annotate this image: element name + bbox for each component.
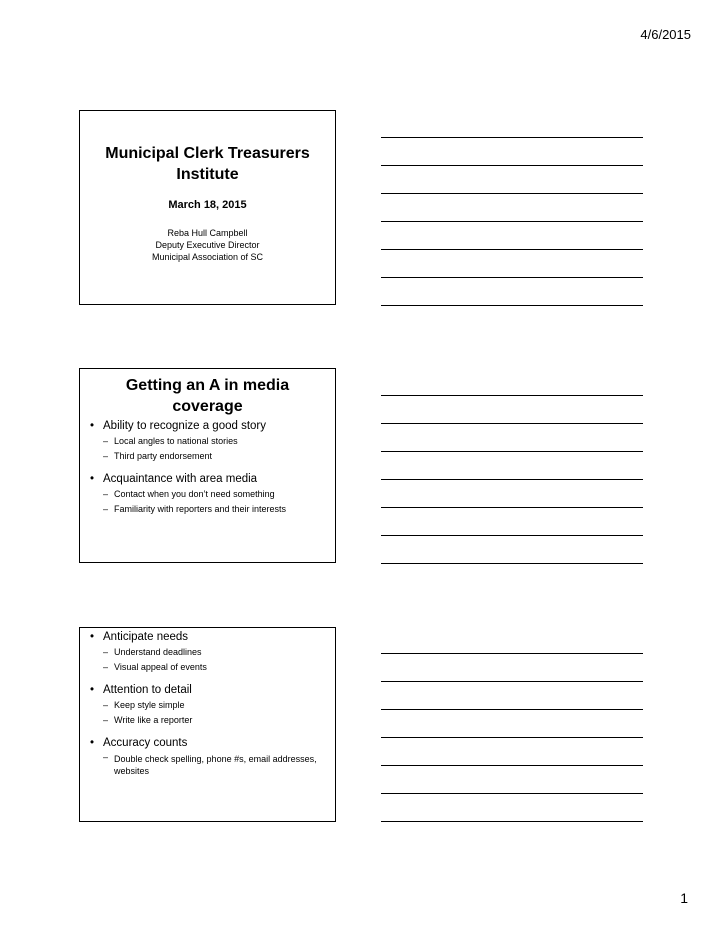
note-line	[381, 193, 643, 194]
spacer	[90, 675, 329, 683]
slide-1-title	[80, 143, 335, 185]
slide-2-bullets	[90, 419, 329, 517]
note-line	[381, 395, 643, 396]
sub-item-text: Contact when you don’t need something	[114, 489, 275, 499]
sub-item-text: Keep style simple	[114, 700, 185, 710]
presenter-org: Municipal Association of SC	[151, 252, 264, 262]
slide-3-bullets	[90, 630, 329, 777]
note-line	[381, 681, 643, 682]
note-line	[381, 765, 643, 766]
bullet-item: • Anticipate needs	[90, 630, 329, 645]
bullet-item: • Attention to detail	[90, 683, 329, 698]
note-line	[381, 423, 643, 424]
sub-item: – Understand deadlines	[103, 647, 202, 657]
sub-item: – Third party endorsement	[103, 451, 213, 461]
note-line	[381, 737, 643, 738]
note-line	[381, 653, 643, 654]
sub-item-text: Write like a reporter	[114, 715, 193, 725]
sub-list	[90, 645, 329, 675]
sub-item-text: Understand deadlines	[114, 647, 202, 657]
print-date: 4/6/2015	[640, 27, 691, 42]
note-line	[381, 165, 643, 166]
presenter-info	[80, 227, 335, 263]
note-line	[381, 507, 643, 508]
sub-item-text: Double check spelling, phone #s, email addresses, websites	[114, 754, 317, 776]
note-line	[381, 563, 643, 564]
presenter-name: Reba Hull Campbell	[167, 228, 248, 238]
slide-1-title-line-1: Municipal Clerk Treasurers	[105, 145, 310, 162]
slide-1-title-line-2: Institute	[176, 166, 239, 183]
sub-item-text: Local angles to national stories	[114, 436, 238, 446]
sub-item: – Familiarity with reporters and their interests	[103, 504, 287, 514]
sub-item-text: Third party endorsement	[114, 451, 213, 461]
slide-2-title-line-2: coverage	[172, 398, 243, 415]
sub-item: – Double check spelling, phone #s, email addresses, websites	[103, 752, 317, 776]
slide-2-title-line-1: Getting an A in media	[125, 377, 290, 394]
sub-item: – Local angles to national stories	[103, 436, 238, 446]
presenter-title: Deputy Executive Director	[155, 240, 260, 250]
sub-list	[90, 751, 329, 777]
spacer	[90, 728, 329, 736]
note-line	[381, 793, 643, 794]
note-line	[381, 821, 643, 822]
bullet-item: • Acquaintance with area media	[90, 472, 329, 487]
note-line	[381, 451, 643, 452]
bullet-item: • Ability to recognize a good story	[90, 419, 329, 434]
sub-item: – Keep style simple	[103, 700, 185, 710]
note-line	[381, 221, 643, 222]
note-line	[381, 479, 643, 480]
slide-1	[79, 110, 336, 305]
note-line	[381, 249, 643, 250]
note-line	[381, 535, 643, 536]
sub-item: – Contact when you don’t need something	[103, 489, 275, 499]
sub-list	[90, 698, 329, 728]
slide-2	[79, 368, 336, 563]
slide-1-date: March 18, 2015	[168, 199, 247, 211]
sub-item: – Visual appeal of events	[103, 662, 207, 672]
sub-list	[90, 434, 329, 464]
bullet-item: • Accuracy counts	[90, 736, 329, 751]
note-line	[381, 305, 643, 306]
spacer	[90, 464, 329, 472]
slide-3	[79, 627, 336, 822]
note-line	[381, 137, 643, 138]
slide-2-title	[80, 375, 335, 417]
sub-item-text: Familiarity with reporters and their interests	[114, 504, 287, 514]
sub-item-text: Visual appeal of events	[114, 662, 207, 672]
page-number: 1	[680, 890, 688, 906]
note-line	[381, 277, 643, 278]
sub-item: – Write like a reporter	[103, 715, 193, 725]
sub-list	[90, 487, 329, 517]
note-line	[381, 709, 643, 710]
